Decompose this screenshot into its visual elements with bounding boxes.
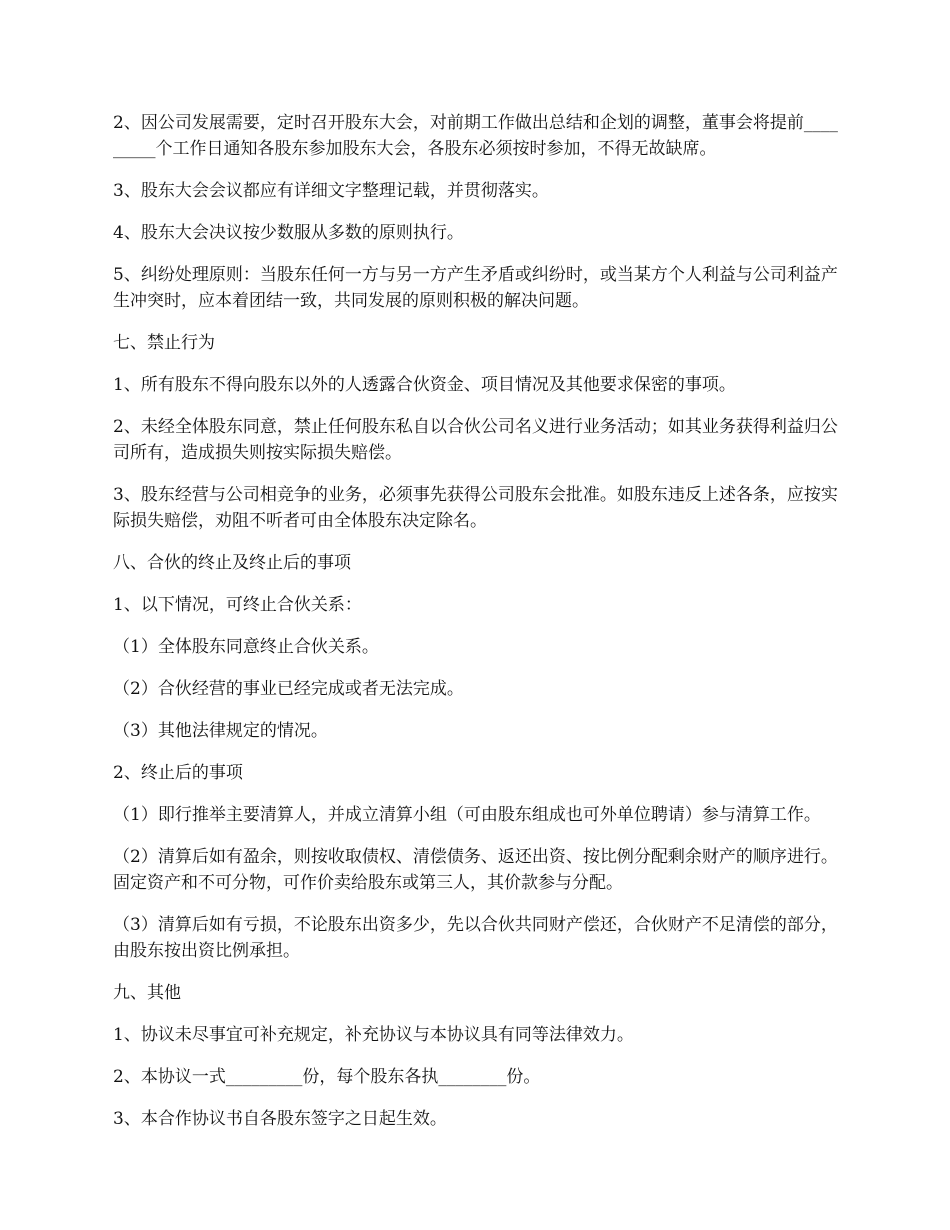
paragraph-2-shareholder-meeting: 2、因公司发展需要，定时召开股东大会，对前期工作做出总结和企划的调整，董事会将提前_________个工作日通知各股东参加股东大会，各股东必须按时参加，不得无故缺席。 bbox=[113, 113, 838, 159]
paragraph-prohibited-3: 3、股东经营与公司相竞争的业务，必须事先获得公司股东会批准。如股东违反上述各条，应按实际损失赔偿，劝阻不听者可由全体股东决定除名。 bbox=[113, 485, 838, 531]
paragraph-3-meeting-records: 3、股东大会会议都应有详细文字整理记载，并贯彻落实。 bbox=[113, 181, 549, 201]
paragraph-termination-1-item-2: （2）合伙经营的事业已经完成或者无法完成。 bbox=[113, 679, 464, 699]
paragraph-termination-1-item-1: （1）全体股东同意终止合伙关系。 bbox=[113, 637, 379, 657]
section-heading-termination: 八、合伙的终止及终止后的事项 bbox=[113, 553, 351, 573]
paragraph-termination-2-item-3: （3）清算后如有亏损，不论股东出资多少，先以合伙共同财产偿还，合伙财产不足清偿的部分，由股东按出资比例承担。 bbox=[113, 915, 838, 961]
paragraph-termination-2-item-2: （2）清算后如有盈余，则按收取债权、清偿债务、返还出资、按比例分配剩余财产的顺序进行。固定资产和不可分物，可作价卖给股东或第三人，其价款参与分配。 bbox=[113, 847, 838, 893]
paragraph-prohibited-2: 2、未经全体股东同意，禁止任何股东私自以合伙公司名义进行业务活动；如其业务获得利益归公司所有，造成损失则按实际损失赔偿。 bbox=[113, 417, 838, 463]
section-heading-prohibited-acts: 七、禁止行为 bbox=[113, 333, 215, 353]
section-heading-other: 九、其他 bbox=[113, 983, 181, 1003]
paragraph-termination-2: 2、终止后的事项 bbox=[113, 763, 243, 783]
paragraph-termination-2-item-1: （1）即行推举主要清算人，并成立清算小组（可由股东组成也可外单位聘请）参与清算工作。 bbox=[113, 805, 821, 825]
paragraph-termination-1-item-3: （3）其他法律规定的情况。 bbox=[113, 721, 328, 741]
document-body bbox=[113, 110, 840, 1148]
paragraph-5-dispute-principle: 5、纠纷处理原则：当股东任何一方与另一方产生矛盾或纠纷时，或当某方个人利益与公司利益产生冲突时，应本着团结一致，共同发展的原则积极的解决问题。 bbox=[113, 265, 838, 311]
paragraph-other-2: 2、本协议一式_________份，每个股东各执________份。 bbox=[113, 1067, 541, 1087]
paragraph-other-3: 3、本合作协议书自各股东签字之日起生效。 bbox=[113, 1109, 447, 1129]
paragraph-termination-1: 1、以下情况，可终止合伙关系： bbox=[113, 595, 362, 615]
paragraph-4-majority-rule: 4、股东大会决议按少数服从多数的原则执行。 bbox=[113, 223, 464, 243]
paragraph-other-1: 1、协议未尽事宜可补充规定，补充协议与本协议具有同等法律效力。 bbox=[113, 1025, 634, 1045]
paragraph-prohibited-1: 1、所有股东不得向股东以外的人透露合伙资金、项目情况及其他要求保密的事项。 bbox=[113, 375, 736, 395]
